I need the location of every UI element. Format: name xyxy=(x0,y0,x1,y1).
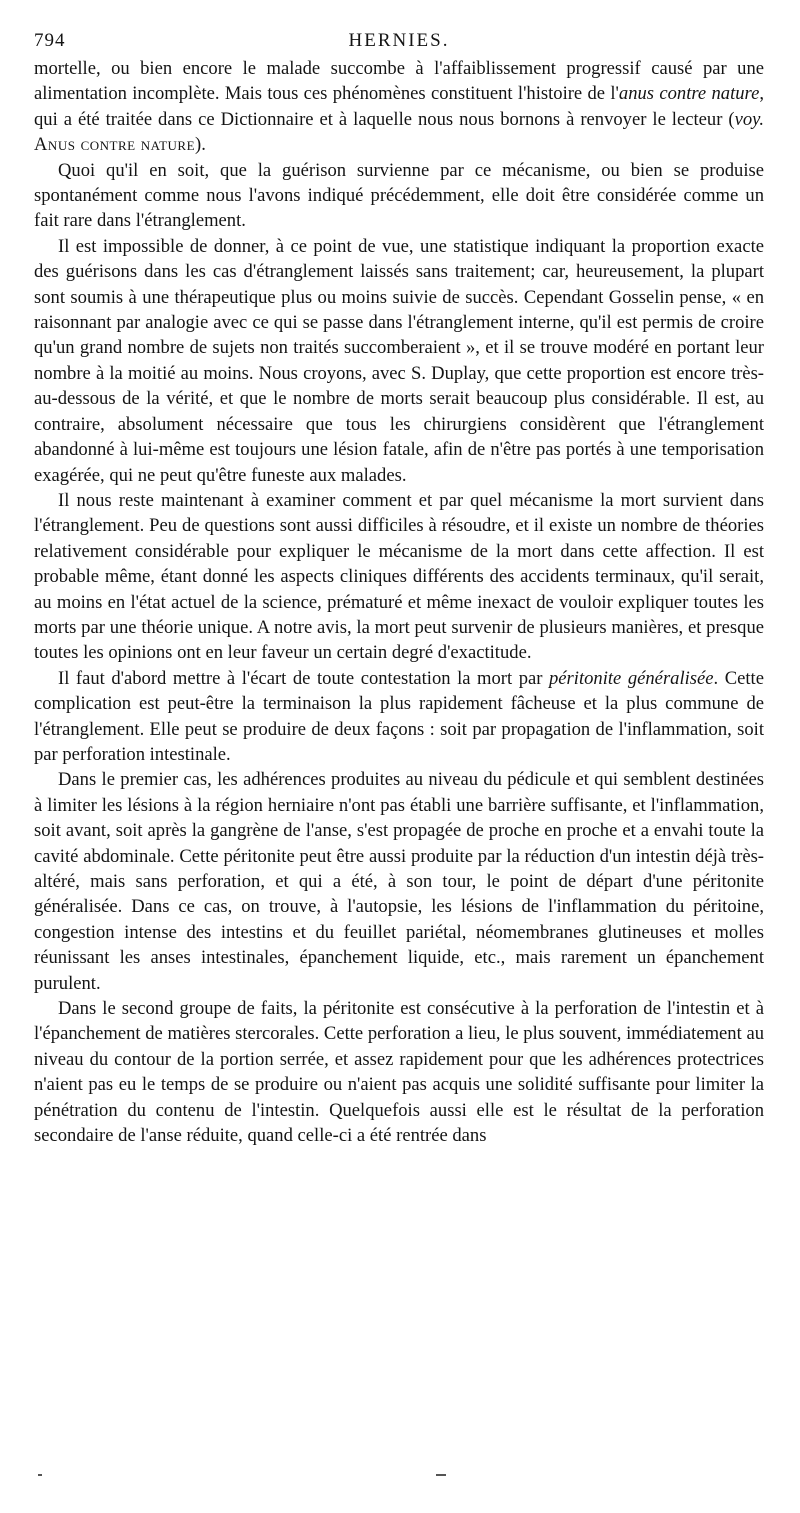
paragraph-1-text: mortelle, ou bien encore le malade succombe à l'affaiblissement progressif causé par une alimentation incomplète. Mais tous ces phénomènes constituent l'histoire de l' xyxy=(34,58,764,105)
paragraph-5 xyxy=(34,666,764,768)
running-title: HERNIES. xyxy=(348,30,450,51)
page-header xyxy=(34,30,764,56)
paragraph-5-text-2: . Cette complication est peut-être la terminaison la plus rapidement fâcheuse et la plus commune de l'étranglement. Elle peut se produire de deux façons : soit par propagation de l'inflammation, soit par perforation intestinale. xyxy=(34,667,764,765)
anus-contre-nature-italic: anus contre nature xyxy=(618,83,760,105)
paragraph-3: Il est impossible de donner, à ce point de vue, une statistique indiquant la proportion exacte des guérisons dans les cas d'étranglement laissés sans traitement; car, heureusement, la plupart sont soumis à une thérapeutique plus ou moins suivie de succès. Cependant Gosselin pense, « en raisonnant par analogie avec ce qui se passe dans l'étranglement interne, qu'il est permis de croire qu'un grand nombre de sujets non traités succomberaient », et il se trouve modéré en portant leur nombre à la moitié au moins. Nous croyons, avec S. Duplay, que cette proportion est encore très-au-dessous de la vérité, et que le nombre de morts serait beaucoup plus considérable. Il est, au contraire, absolument nécessaire que tous les chirurgiens considèrent que l'étranglement abandonné à lui-même est toujours une lésion fatale, afin de n'être pas portés à une temporisation exagérée, qui ne peut qu'être funeste aux malades. xyxy=(34,235,764,486)
paragraph-1-text-4: ). xyxy=(195,134,206,156)
cross-reference-smallcaps: Anus contre nature xyxy=(34,134,196,156)
print-mark-left xyxy=(38,1474,42,1476)
body-text xyxy=(34,56,764,1148)
paragraph-5-text: Il faut d'abord mettre à l'écart de toute contestation la mort par xyxy=(58,667,549,689)
peritonite-generalisee-italic: péritonite généralisée xyxy=(549,667,714,689)
page-number: 794 xyxy=(34,30,66,51)
page xyxy=(34,30,764,1148)
paragraph-4: Il nous reste maintenant à examiner comment et par quel mécanisme la mort survient dans l'étranglement. Peu de questions sont aussi difficiles à résoudre, et il existe un nombre de théories relativement considérable pour expliquer le mécanisme de la mort dans cette affection. Il est probable même, étant donné les aspects cliniques différents des accidents terminaux, qu'il serait, au moins en l'état actuel de la science, prématuré et même inexact de vouloir expliquer toutes les morts par une théorie unique. A notre avis, la mort peut survenir de plusieurs manières, et presque toutes les opinions ont en leur faveur un certain degré d'exactitude. xyxy=(34,489,764,664)
paragraph-1-text-2: , qui a été traitée dans ce Dictionnaire et à laquelle nous nous bornons à renvoyer le lecteur ( xyxy=(34,83,764,130)
print-mark-center xyxy=(436,1474,446,1476)
paragraph-1 xyxy=(34,56,764,158)
paragraph-7: Dans le second groupe de faits, la péritonite est consécutive à la perforation de l'intestin et à l'épanchement de matières stercorales. Cette perforation a lieu, le plus souvent, immédiatement au niveau du contour de la portion serrée, et assez rapidement pour que les adhérences protectrices n'aient pas eu le temps de se produire ou n'aient pas acquis une solidité suffisante pour limiter la pénétration du contenu de l'intestin. Quelquefois aussi elle est le résultat de la perforation secondaire de l'anse réduite, quand celle-ci a été rentrée dans xyxy=(34,998,764,1147)
footer-marks xyxy=(34,1474,764,1480)
paragraph-2: Quoi qu'il en soit, que la guérison survienne par ce mécanisme, ou bien se produise spontanément comme nous l'avons indiqué précédemment, elle doit être considérée comme un fait rare dans l'étranglement. xyxy=(34,159,764,232)
paragraph-6: Dans le premier cas, les adhérences produites au niveau du pédicule et qui semblent destinées à limiter les lésions à la région herniaire n'ont pas établi une barrière suffisante, et l'inflammation, soit avant, soit après la gangrène de l'anse, s'est propagée de proche en proche et a envahi toute la cavité abdominale. Cette péritonite peut être aussi produite par la réduction d'un intestin déjà très-altéré, mais sans perforation, et qui a été, à son tour, le point de départ d'une péritonite généralisée. Dans ce cas, on trouve, à l'autopsie, les lésions de l'inflammation du péritoine, congestion intense des intestins et du feuillet pariétal, néomembranes glutineuses et molles réunissant les anses intestinales, épanchement liquide, etc., mais rarement un épanchement purulent. xyxy=(34,769,764,994)
voy-italic: voy. xyxy=(734,108,764,130)
